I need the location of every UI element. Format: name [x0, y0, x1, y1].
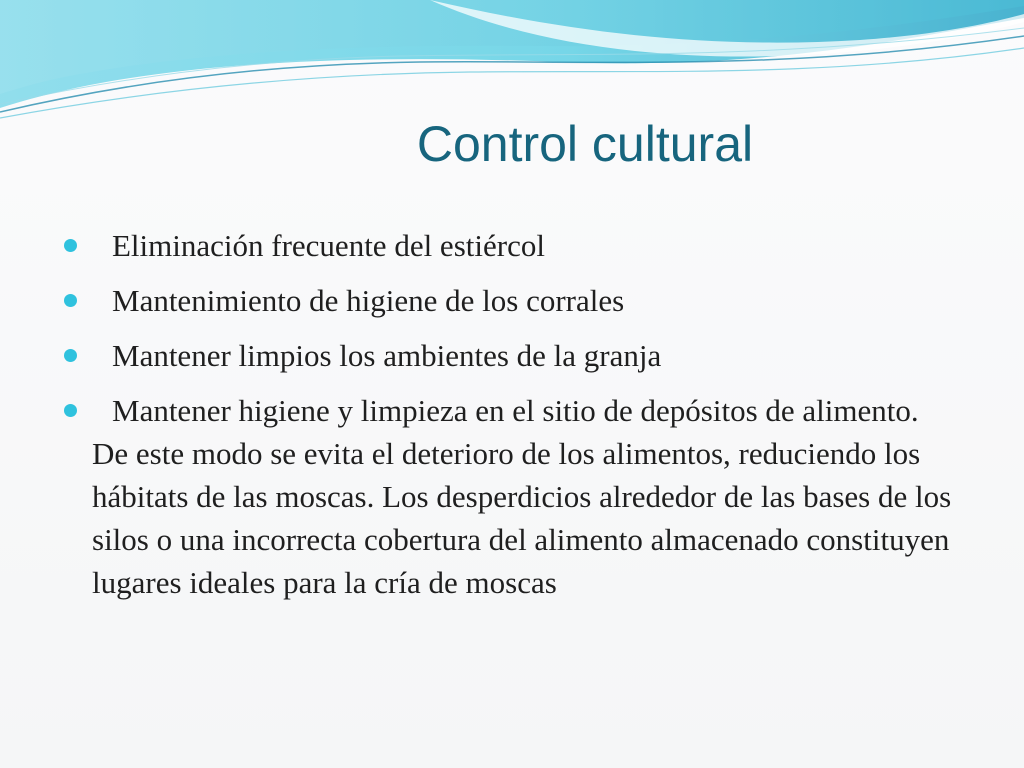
bullet-item — [64, 224, 954, 267]
bullet-dot-icon — [64, 349, 77, 362]
bullet-item — [64, 389, 954, 604]
bullet-dot-icon — [64, 294, 77, 307]
bullet-item — [64, 334, 954, 377]
bullet-text: Mantener higiene y limpieza en el sitio de depósitos de alimento. De este modo se evita el deterioro de los alimentos, reduciendo los hábitats de las moscas. Los desperdicios alrededor de las bases de los silos o una incorrecta cobertura del alimento almacenado constituyen lugares ideales para la cría de moscas — [92, 393, 952, 600]
bullet-text: Mantener limpios los ambientes de la granja — [112, 338, 662, 373]
bullet-list — [64, 224, 954, 616]
slide-title: Control cultural — [416, 116, 754, 172]
bullet-dot-icon — [64, 239, 77, 252]
bullet-dot-icon — [64, 404, 77, 417]
bullet-text: Eliminación frecuente del estiércol — [112, 228, 545, 263]
bullet-item — [64, 279, 954, 322]
bullet-text: Mantenimiento de higiene de los corrales — [112, 283, 625, 318]
